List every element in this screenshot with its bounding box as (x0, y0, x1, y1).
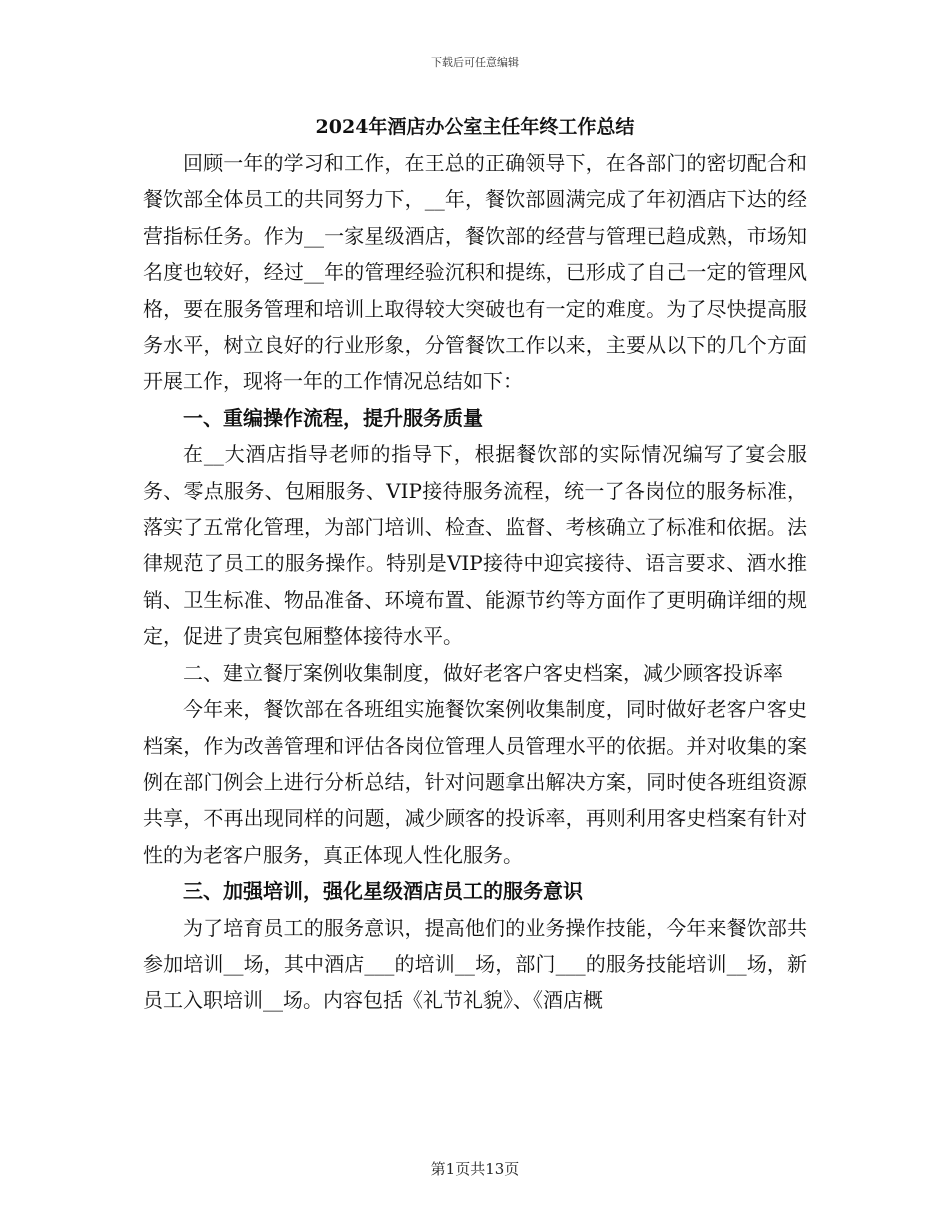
document-body (143, 145, 807, 1019)
document-title: 2024年酒店办公室主任年终工作总结 (315, 116, 635, 138)
intro-paragraph: 回顾一年的学习和工作，在王总的正确领导下，在各部门的密切配合和餐饮部全体员工的共同努力下，__年，餐饮部圆满完成了年初酒店下达的经营指标任务。作为__一家星级酒店，餐饮部的经营与管理已趋成熟，市场知名度也较好，经过__年的管理经验沉积和提练，已形成了自己一定的管理风格，要在服务管理和培训上取得较大突破也有一定的难度。为了尽快提高服务水平，树立良好的行业形象，分管餐饮工作以来，主要从以下的几个方面开展工作，现将一年的工作情况总结如下： (143, 151, 807, 394)
section-heading-1: 一、重编操作流程，提升服务质量 (183, 405, 483, 430)
section-heading-3: 三、加强培训，强化星级酒店员工的服务意识 (183, 879, 583, 904)
section-1-paragraph: 在__大酒店指导老师的指导下，根据餐饮部的实际情况编写了宴会服务、零点服务、包厢服务、VIP接待服务流程，统一了各岗位的服务标准，落实了五常化管理，为部门培训、检查、监督、考核确立了标准和依据。法律规范了员工的服务操作。特别是VIP接待中迎宾接待、语言要求、酒水推销、卫生标准、物品准备、环境布置、能源节约等方面作了更明确详细的规定，促进了贵宾包厢整体接待水平。 (143, 442, 807, 649)
section-heading-2: 二、建立餐厅案例收集制度，做好老客户客史档案，减少顾客投诉率 (183, 660, 783, 685)
header-note: 下载后可任意编辑 (431, 56, 519, 69)
section-3-paragraph: 为了培育员工的服务意识，提高他们的业务操作技能，今年来餐饮部共参加培训__场，其中酒店___的培训__场，部门___的服务技能培训__场，新员工入职培训__场。内容包括《礼节礼貌》、《酒店概 (143, 915, 807, 1013)
section-2-paragraph: 今年来，餐饮部在各班组实施餐饮案例收集制度，同时做好老客户客史档案，作为改善管理和评估各岗位管理人员管理水平的依据。并对收集的案例在部门例会上进行分析总结，针对问题拿出解决方案，同时使各班组资源共享，不再出现同样的问题，减少顾客的投诉率，再则利用客史档案有针对性的为老客户服务，真正体现人性化服务。 (143, 697, 807, 867)
page-number: 第1页共13页 (430, 1160, 520, 1178)
